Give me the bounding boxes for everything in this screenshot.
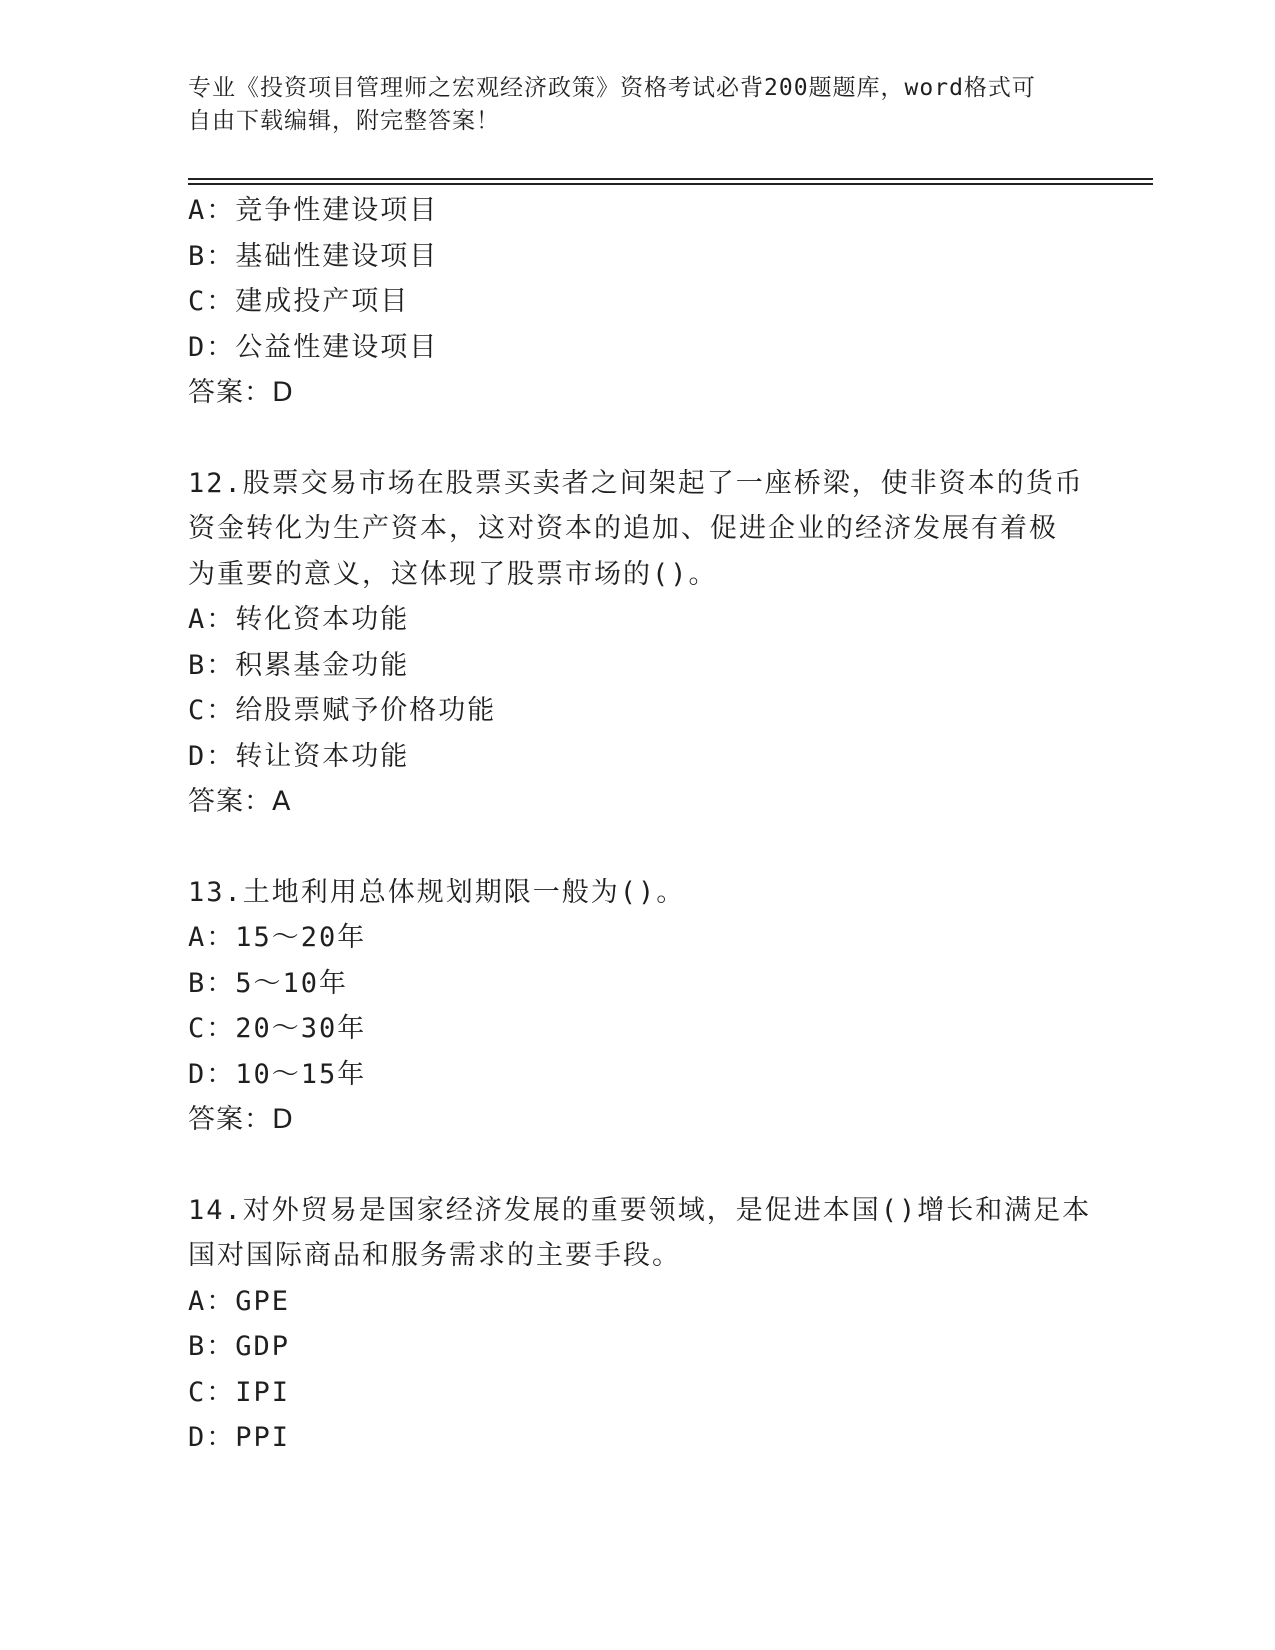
answer-line: 答案：D — [188, 377, 294, 408]
option-b: B：基础性建设项目 — [188, 240, 439, 272]
option-d: D：转让资本功能 — [188, 740, 410, 772]
question-12 — [188, 461, 1088, 825]
option-c: C：给股票赋予价格功能 — [188, 695, 497, 726]
question-14 — [188, 1188, 1092, 1461]
spacer — [188, 416, 1088, 461]
answer-line: 答案：A — [188, 786, 292, 817]
question-text-line: 12.股票交易市场在股票买卖者之间架起了一座桥梁，使非资本的货币 — [188, 467, 1084, 499]
question-text-line: 为重要的意义，这体现了股票市场的()。 — [188, 558, 718, 590]
spacer — [188, 1143, 1088, 1188]
option-a: A：15～20年 — [188, 922, 367, 953]
question-text-line: 资金转化为生产资本，这对资本的追加、促进企业的经济发展有着极 — [188, 513, 1058, 544]
option-c: C：20～30年 — [188, 1013, 367, 1044]
question-13 — [188, 870, 1088, 1143]
option-b: B：5～10年 — [188, 967, 349, 999]
option-a: A：转化资本功能 — [188, 604, 410, 635]
header-line-1: 专业《投资项目管理师之宏观经济政策》资格考试必背200题题库，word格式可 — [188, 75, 1036, 101]
spacer — [188, 825, 1088, 870]
option-c: C：建成投产项目 — [188, 286, 410, 317]
option-b: B：积累基金功能 — [188, 649, 410, 681]
option-d: D：PPI — [188, 1422, 291, 1453]
option-b: B：GDP — [188, 1331, 291, 1362]
header-divider-top — [188, 178, 1153, 180]
option-c: C：IPI — [188, 1376, 291, 1408]
option-a: A：GPE — [188, 1285, 291, 1317]
header-line-2: 自由下载编辑，附完整答案！ — [188, 108, 500, 134]
answer-line: 答案：D — [188, 1104, 294, 1135]
question-text-line: 国对国际商品和服务需求的主要手段。 — [188, 1240, 681, 1271]
document-header — [188, 72, 1068, 138]
question-text-line: 13.土地利用总体规划期限一般为()。 — [188, 876, 686, 908]
document-body — [188, 188, 1092, 1461]
question-text-line: 14.对外贸易是国家经济发展的重要领域，是促进本国()增长和满足本 — [188, 1194, 1092, 1226]
header-divider-bottom — [188, 183, 1153, 185]
option-a: A：竞争性建设项目 — [188, 195, 439, 226]
option-d: D：10～15年 — [188, 1058, 367, 1090]
question-11-continued — [188, 188, 1088, 416]
option-d: D：公益性建设项目 — [188, 331, 439, 363]
